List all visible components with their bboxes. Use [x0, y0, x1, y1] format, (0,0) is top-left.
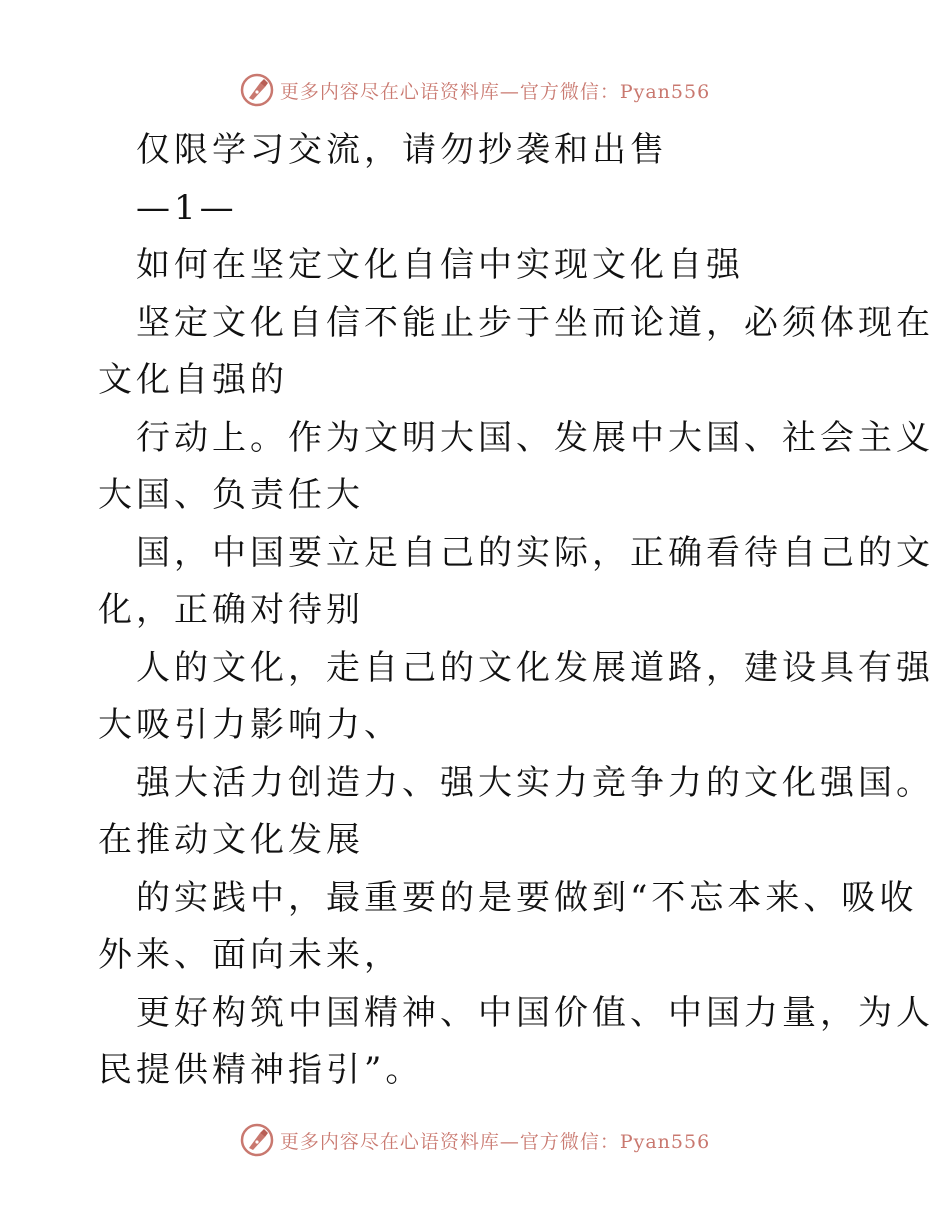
document-line: 外来、面向未来， — [98, 935, 402, 975]
document-line: 更好构筑中国精神、中国价值、中国力量，为人 — [136, 992, 934, 1033]
document-line: 行动上。作为文明大国、发展中大国、社会主义 — [136, 417, 934, 458]
footer-watermark — [0, 1120, 950, 1160]
document-line: 化，正确对待别 — [98, 590, 364, 630]
document-line: 在推动文化发展 — [98, 820, 364, 860]
document-line: 大吸引力影响力、 — [98, 705, 402, 745]
document-line: 人的文化，走自己的文化发展道路，建设具有强 — [136, 647, 934, 688]
document-line: 强大活力创造力、强大实力竞争力的文化强国。 — [136, 762, 934, 803]
watermark-text: 更多内容尽在心语资料库—官方微信：Pyan556 — [279, 80, 711, 103]
document-line: 大国、负责任大 — [98, 475, 364, 515]
header-watermark — [0, 70, 950, 110]
document-line: 坚定文化自信不能止步于坐而论道，必须体现在 — [136, 302, 934, 343]
pen-nib-logo-icon — [240, 73, 274, 107]
document-line: 的实践中，最重要的是要做到“不忘本来、吸收 — [136, 877, 918, 918]
document-body — [98, 122, 934, 1100]
document-line: 民提供精神指引”。 — [98, 1050, 424, 1090]
page-number-line: —1— — [136, 187, 238, 228]
document-line: 国，中国要立足自己的实际，正确看待自己的文 — [136, 532, 934, 573]
document-title: 如何在坚定文化自信中实现文化自强 — [136, 245, 744, 285]
pen-nib-logo-icon — [240, 1123, 274, 1157]
document-line: 文化自强的 — [98, 360, 288, 400]
watermark-text: 更多内容尽在心语资料库—官方微信：Pyan556 — [279, 1130, 711, 1153]
document-line: 仅限学习交流，请勿抄袭和出售 — [136, 130, 668, 170]
